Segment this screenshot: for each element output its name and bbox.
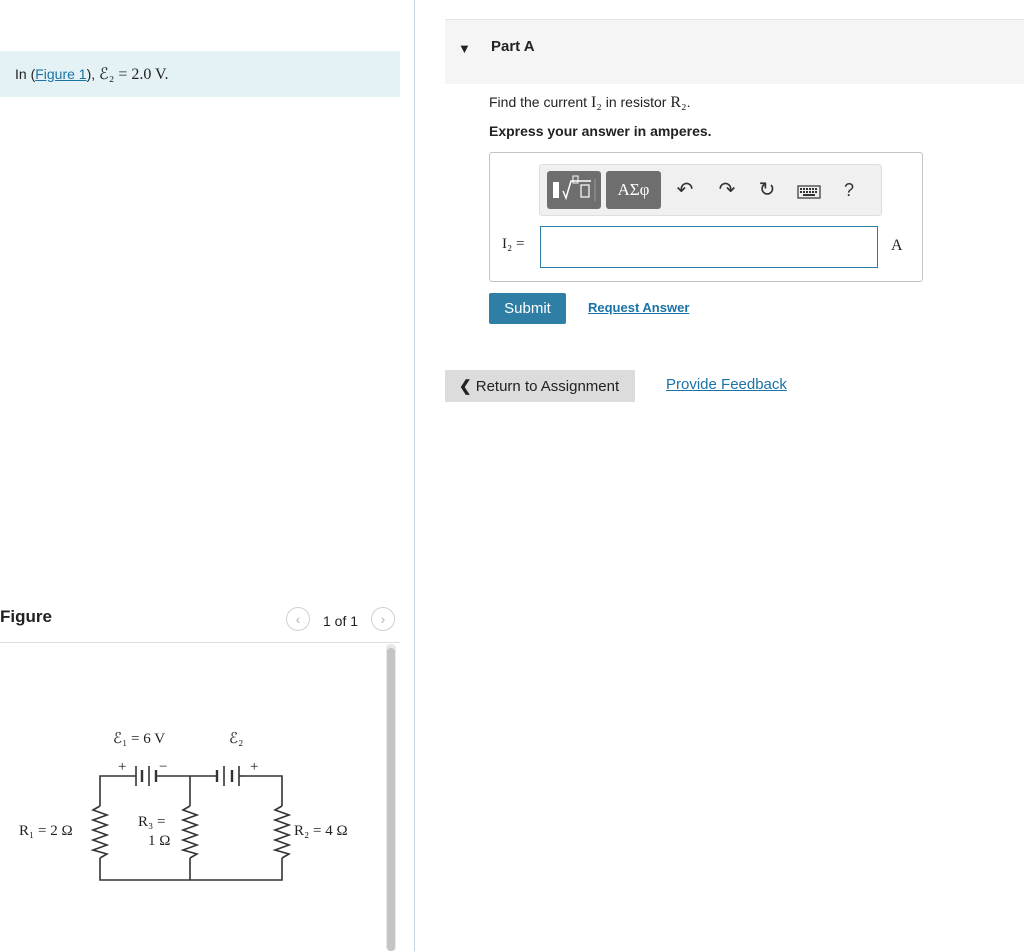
request-answer-link[interactable]: Request Answer [588, 300, 690, 315]
previous-figure-button[interactable] [286, 607, 310, 631]
figure-pager-count: 1 of 1 [323, 613, 359, 629]
return-label: Return to Assignment [475, 378, 620, 395]
redo-icon[interactable]: ↷ [718, 179, 736, 201]
answer-instruction: Express your answer in amperes. [489, 123, 712, 139]
next-figure-button[interactable] [371, 607, 395, 631]
templates-button[interactable] [547, 171, 601, 209]
r2-label: R₂ = 4 Ω [294, 823, 348, 839]
battery1-minus: − [159, 759, 168, 775]
undo-icon[interactable]: ↶ [676, 179, 694, 201]
intro-suffix: ), [86, 66, 100, 82]
intro-prefix: In ( [15, 66, 36, 82]
r3-label-line1: R₃ = [138, 814, 166, 830]
part-header[interactable] [445, 19, 1024, 84]
answer-input[interactable] [540, 226, 878, 268]
collapse-caret-icon[interactable]: ▼ [458, 41, 471, 56]
provide-feedback-link[interactable]: Provide Feedback [666, 376, 787, 393]
reset-icon[interactable]: ↻ [758, 179, 776, 201]
chevron-right-icon: › [380, 611, 386, 627]
r1-label: R₁ = 2 Ω [19, 823, 73, 839]
answer-unit: A [891, 237, 903, 254]
chevron-left-icon: ❮ [459, 378, 472, 395]
question-middle: in resistor [601, 94, 671, 110]
figure-scrollbar-thumb[interactable] [387, 648, 395, 951]
circuit-diagram [0, 720, 380, 890]
problem-panel [0, 0, 400, 951]
answer-label: I₂ = [502, 236, 525, 252]
chevron-left-icon: ‹ [295, 611, 301, 627]
templates-sqrt-icon [547, 171, 601, 209]
keyboard-icon[interactable] [796, 181, 822, 207]
intro-equation: ℰ₂ = 2.0 V. [99, 66, 169, 83]
r3-label-line2: 1 Ω [148, 833, 171, 849]
math-toolbar [539, 164, 882, 216]
panel-divider [414, 0, 415, 951]
question-current-symbol: I₂ [590, 94, 602, 111]
question-resistor-symbol: R₂ [670, 94, 687, 111]
greek-symbols-button[interactable]: ΑΣφ [606, 171, 661, 209]
return-to-assignment-button[interactable] [445, 370, 635, 402]
question-text [489, 94, 690, 112]
submit-button[interactable]: Submit [489, 293, 566, 324]
problem-intro [0, 51, 400, 97]
figure-link[interactable]: Figure 1 [35, 66, 87, 82]
emf1-label: ℰ₁ = 6 V [113, 731, 166, 747]
question-end: . [686, 94, 691, 110]
figure-title: Figure [0, 607, 52, 626]
part-title: Part A [491, 38, 535, 55]
question-prefix: Find the current [489, 94, 591, 110]
battery2-plus: + [250, 759, 259, 775]
figure-header [0, 606, 400, 642]
help-icon[interactable]: ? [843, 180, 854, 200]
figure-divider [0, 642, 400, 643]
battery1-plus: + [118, 759, 127, 775]
emf2-label: ℰ₂ [229, 731, 244, 747]
